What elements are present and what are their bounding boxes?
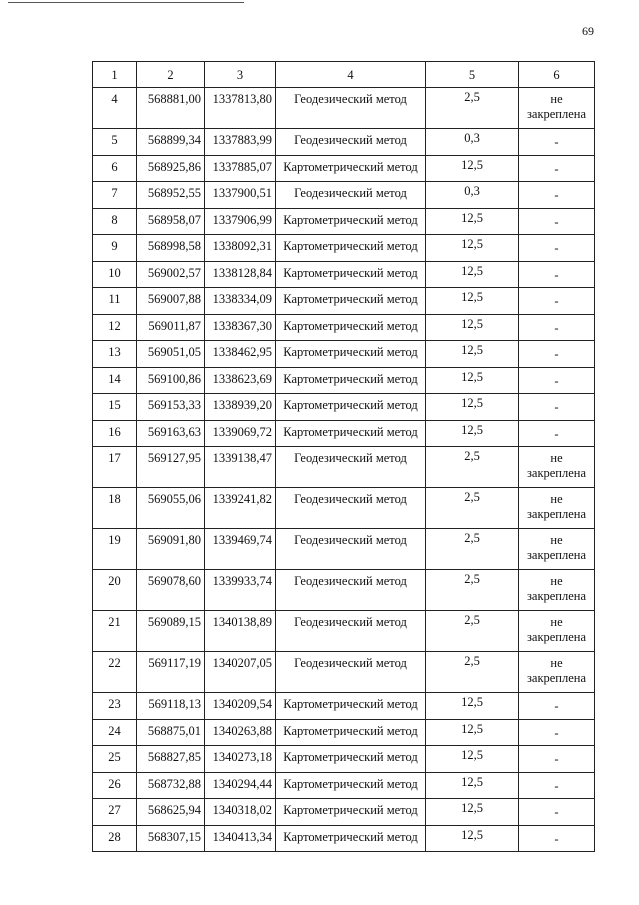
- cell-fixation: не закреплена: [519, 652, 595, 693]
- cell-accuracy: 2,5: [426, 447, 519, 488]
- table-row: [93, 652, 595, 693]
- cell-x-coordinate: 568827,85: [137, 746, 205, 773]
- cell-accuracy: 12,5: [426, 288, 519, 315]
- cell-accuracy: 12,5: [426, 155, 519, 182]
- cell-fixation: -: [519, 341, 595, 368]
- cell-accuracy: 12,5: [426, 341, 519, 368]
- cell-x-coordinate: 568875,01: [137, 719, 205, 746]
- cell-y-coordinate: 1340294,44: [205, 772, 276, 799]
- cell-method: Картометрический метод: [276, 746, 426, 773]
- cell-method: Геодезический метод: [276, 570, 426, 611]
- cell-y-coordinate: 1338462,95: [205, 341, 276, 368]
- cell-point-number: 22: [93, 652, 137, 693]
- cell-point-number: 16: [93, 420, 137, 447]
- table-row: [93, 88, 595, 129]
- table-row: [93, 719, 595, 746]
- cell-accuracy: 12,5: [426, 420, 519, 447]
- cell-fixation: -: [519, 719, 595, 746]
- cell-method: Картометрический метод: [276, 155, 426, 182]
- cell-method: Геодезический метод: [276, 182, 426, 209]
- cell-y-coordinate: 1340273,18: [205, 746, 276, 773]
- cell-y-coordinate: 1340413,34: [205, 825, 276, 852]
- header-cell-3: 3: [205, 62, 276, 88]
- cell-fixation: -: [519, 772, 595, 799]
- cell-method: Геодезический метод: [276, 488, 426, 529]
- cell-fixation: не закреплена: [519, 611, 595, 652]
- cell-method: Геодезический метод: [276, 129, 426, 156]
- cell-point-number: 11: [93, 288, 137, 315]
- cell-accuracy: 0,3: [426, 129, 519, 156]
- cell-method: Картометрический метод: [276, 799, 426, 826]
- cell-y-coordinate: 1340138,89: [205, 611, 276, 652]
- cell-x-coordinate: 569055,06: [137, 488, 205, 529]
- cell-x-coordinate: 569011,87: [137, 314, 205, 341]
- cell-point-number: 21: [93, 611, 137, 652]
- cell-y-coordinate: 1338623,69: [205, 367, 276, 394]
- table-row: [93, 288, 595, 315]
- cell-fixation: -: [519, 394, 595, 421]
- cell-point-number: 20: [93, 570, 137, 611]
- cell-x-coordinate: 569002,57: [137, 261, 205, 288]
- cell-x-coordinate: 568998,58: [137, 235, 205, 262]
- cell-point-number: 13: [93, 341, 137, 368]
- cell-fixation: не закреплена: [519, 570, 595, 611]
- table-row: [93, 746, 595, 773]
- cell-fixation: -: [519, 367, 595, 394]
- cell-x-coordinate: 569153,33: [137, 394, 205, 421]
- cell-y-coordinate: 1339069,72: [205, 420, 276, 447]
- cell-x-coordinate: 569051,05: [137, 341, 205, 368]
- page-number: 69: [582, 24, 594, 38]
- cell-point-number: 18: [93, 488, 137, 529]
- top-rule: [8, 2, 244, 3]
- cell-point-number: 8: [93, 208, 137, 235]
- cell-y-coordinate: 1337906,99: [205, 208, 276, 235]
- cell-point-number: 25: [93, 746, 137, 773]
- cell-point-number: 26: [93, 772, 137, 799]
- cell-y-coordinate: 1337883,99: [205, 129, 276, 156]
- table-row: [93, 570, 595, 611]
- header-cell-5: 5: [426, 62, 519, 88]
- cell-x-coordinate: 569118,13: [137, 693, 205, 720]
- cell-accuracy: 12,5: [426, 746, 519, 773]
- table-row: [93, 314, 595, 341]
- cell-accuracy: 2,5: [426, 488, 519, 529]
- cell-method: Картометрический метод: [276, 420, 426, 447]
- cell-point-number: 9: [93, 235, 137, 262]
- cell-x-coordinate: 569091,80: [137, 529, 205, 570]
- header-cell-2: 2: [137, 62, 205, 88]
- cell-accuracy: 12,5: [426, 799, 519, 826]
- table-row: [93, 394, 595, 421]
- cell-method: Картометрический метод: [276, 261, 426, 288]
- cell-fixation: -: [519, 746, 595, 773]
- cell-point-number: 24: [93, 719, 137, 746]
- cell-method: Картометрический метод: [276, 367, 426, 394]
- cell-method: Картометрический метод: [276, 693, 426, 720]
- cell-fixation: не закреплена: [519, 488, 595, 529]
- header-cell-6: 6: [519, 62, 595, 88]
- cell-accuracy: 2,5: [426, 529, 519, 570]
- table-header-row: [93, 62, 595, 88]
- cell-point-number: 12: [93, 314, 137, 341]
- cell-method: Геодезический метод: [276, 529, 426, 570]
- cell-point-number: 23: [93, 693, 137, 720]
- cell-y-coordinate: 1338334,09: [205, 288, 276, 315]
- cell-y-coordinate: 1339138,47: [205, 447, 276, 488]
- cell-y-coordinate: 1339469,74: [205, 529, 276, 570]
- cell-point-number: 6: [93, 155, 137, 182]
- cell-fixation: не закреплена: [519, 447, 595, 488]
- cell-method: Картометрический метод: [276, 288, 426, 315]
- cell-x-coordinate: 568925,86: [137, 155, 205, 182]
- table-row: [93, 611, 595, 652]
- cell-x-coordinate: 569089,15: [137, 611, 205, 652]
- table-row: [93, 693, 595, 720]
- cell-fixation: -: [519, 288, 595, 315]
- cell-fixation: -: [519, 799, 595, 826]
- table-row: [93, 488, 595, 529]
- table-row: [93, 155, 595, 182]
- coordinates-table: [92, 61, 595, 852]
- header-cell-1: 1: [93, 62, 137, 88]
- table-row: [93, 799, 595, 826]
- cell-point-number: 17: [93, 447, 137, 488]
- cell-x-coordinate: 568899,34: [137, 129, 205, 156]
- table-row: [93, 447, 595, 488]
- table-row: [93, 772, 595, 799]
- cell-accuracy: 12,5: [426, 367, 519, 394]
- cell-y-coordinate: 1337900,51: [205, 182, 276, 209]
- cell-x-coordinate: 569163,63: [137, 420, 205, 447]
- cell-fixation: -: [519, 155, 595, 182]
- cell-fixation: -: [519, 314, 595, 341]
- cell-x-coordinate: 568952,55: [137, 182, 205, 209]
- cell-y-coordinate: 1338367,30: [205, 314, 276, 341]
- cell-fixation: -: [519, 182, 595, 209]
- cell-point-number: 19: [93, 529, 137, 570]
- cell-y-coordinate: 1339933,74: [205, 570, 276, 611]
- cell-point-number: 4: [93, 88, 137, 129]
- cell-x-coordinate: 569007,88: [137, 288, 205, 315]
- cell-point-number: 28: [93, 825, 137, 852]
- cell-accuracy: 2,5: [426, 652, 519, 693]
- cell-fixation: -: [519, 235, 595, 262]
- cell-point-number: 14: [93, 367, 137, 394]
- cell-fixation: -: [519, 420, 595, 447]
- cell-accuracy: 12,5: [426, 825, 519, 852]
- cell-x-coordinate: 568307,15: [137, 825, 205, 852]
- cell-x-coordinate: 569127,95: [137, 447, 205, 488]
- cell-method: Геодезический метод: [276, 447, 426, 488]
- table-row: [93, 341, 595, 368]
- cell-fixation: не закреплена: [519, 529, 595, 570]
- cell-x-coordinate: 568625,94: [137, 799, 205, 826]
- table-row: [93, 367, 595, 394]
- cell-point-number: 10: [93, 261, 137, 288]
- table-row: [93, 261, 595, 288]
- cell-accuracy: 2,5: [426, 570, 519, 611]
- cell-fixation: -: [519, 129, 595, 156]
- cell-method: Картометрический метод: [276, 314, 426, 341]
- cell-x-coordinate: 568958,07: [137, 208, 205, 235]
- cell-method: Геодезический метод: [276, 652, 426, 693]
- table-row: [93, 420, 595, 447]
- header-cell-4: 4: [276, 62, 426, 88]
- cell-fixation: -: [519, 825, 595, 852]
- cell-method: Картометрический метод: [276, 341, 426, 368]
- cell-y-coordinate: 1340263,88: [205, 719, 276, 746]
- table-row: [93, 825, 595, 852]
- cell-y-coordinate: 1338939,20: [205, 394, 276, 421]
- cell-fixation: -: [519, 693, 595, 720]
- cell-y-coordinate: 1338092,31: [205, 235, 276, 262]
- cell-point-number: 15: [93, 394, 137, 421]
- cell-x-coordinate: 569100,86: [137, 367, 205, 394]
- cell-accuracy: 12,5: [426, 719, 519, 746]
- cell-method: Геодезический метод: [276, 88, 426, 129]
- cell-y-coordinate: 1337813,80: [205, 88, 276, 129]
- cell-accuracy: 2,5: [426, 611, 519, 652]
- table-row: [93, 129, 595, 156]
- cell-accuracy: 12,5: [426, 314, 519, 341]
- cell-y-coordinate: 1339241,82: [205, 488, 276, 529]
- table-row: [93, 208, 595, 235]
- cell-accuracy: 12,5: [426, 394, 519, 421]
- cell-accuracy: 0,3: [426, 182, 519, 209]
- cell-y-coordinate: 1338128,84: [205, 261, 276, 288]
- cell-x-coordinate: 569117,19: [137, 652, 205, 693]
- cell-point-number: 7: [93, 182, 137, 209]
- cell-x-coordinate: 569078,60: [137, 570, 205, 611]
- table-row: [93, 529, 595, 570]
- cell-y-coordinate: 1340209,54: [205, 693, 276, 720]
- cell-method: Картометрический метод: [276, 208, 426, 235]
- table-row: [93, 235, 595, 262]
- cell-point-number: 5: [93, 129, 137, 156]
- cell-x-coordinate: 568732,88: [137, 772, 205, 799]
- cell-method: Картометрический метод: [276, 235, 426, 262]
- cell-x-coordinate: 568881,00: [137, 88, 205, 129]
- cell-method: Геодезический метод: [276, 611, 426, 652]
- table-row: [93, 182, 595, 209]
- cell-accuracy: 12,5: [426, 208, 519, 235]
- cell-accuracy: 12,5: [426, 235, 519, 262]
- cell-accuracy: 12,5: [426, 772, 519, 799]
- cell-fixation: -: [519, 208, 595, 235]
- cell-method: Картометрический метод: [276, 772, 426, 799]
- cell-fixation: не закреплена: [519, 88, 595, 129]
- cell-method: Картометрический метод: [276, 719, 426, 746]
- cell-y-coordinate: 1337885,07: [205, 155, 276, 182]
- cell-accuracy: 12,5: [426, 261, 519, 288]
- cell-y-coordinate: 1340207,05: [205, 652, 276, 693]
- cell-fixation: -: [519, 261, 595, 288]
- cell-point-number: 27: [93, 799, 137, 826]
- cell-accuracy: 2,5: [426, 88, 519, 129]
- cell-method: Картометрический метод: [276, 825, 426, 852]
- cell-accuracy: 12,5: [426, 693, 519, 720]
- cell-y-coordinate: 1340318,02: [205, 799, 276, 826]
- cell-method: Картометрический метод: [276, 394, 426, 421]
